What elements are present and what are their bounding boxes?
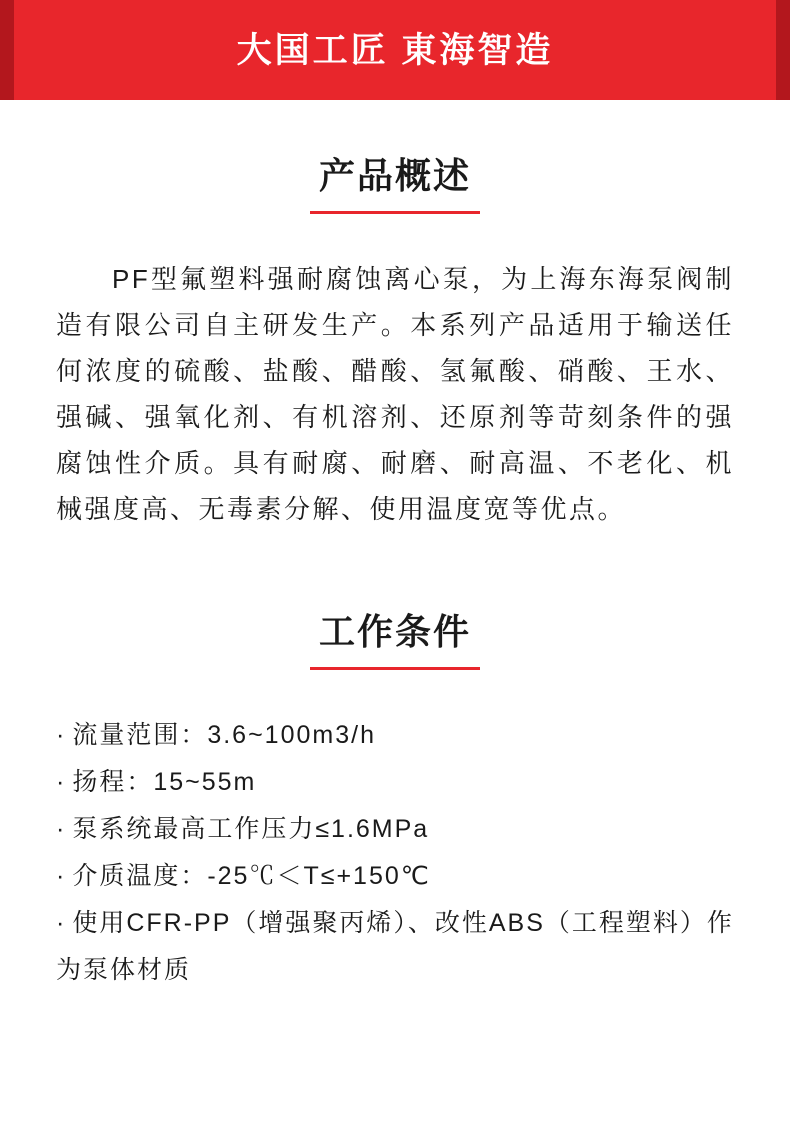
list-item-text: 泵系统最高工作压力≤1.6MPa	[72, 815, 430, 844]
list-item	[56, 853, 734, 900]
working-conditions-list	[56, 712, 734, 994]
banner-stripe-right	[776, 0, 790, 100]
spacer-after-banner	[0, 100, 790, 154]
section-working-conditions	[0, 610, 790, 994]
list-item-text: 介质温度：-25℃＜T≤+150℃	[72, 862, 431, 891]
section-overview-head	[56, 154, 734, 214]
list-item	[56, 806, 734, 853]
list-item	[56, 900, 734, 994]
section-overview-title: 产品概述	[318, 155, 471, 196]
spacer-conditions	[56, 670, 734, 712]
list-item	[56, 712, 734, 759]
list-item	[56, 759, 734, 806]
banner-title: 大国工匠 東海智造	[236, 30, 554, 70]
bullet-icon: ·	[56, 721, 67, 750]
section-product-overview	[0, 154, 790, 532]
bullet-icon: ·	[56, 909, 67, 938]
banner-stripe-left	[0, 0, 14, 100]
spacer-between-sections	[0, 532, 790, 610]
list-item-text: 扬程：15~55m	[72, 768, 257, 797]
list-item-text: 流量范围：3.6~100m3/h	[72, 721, 376, 750]
section-conditions-title: 工作条件	[318, 611, 471, 653]
bullet-icon: ·	[56, 862, 67, 891]
page-banner	[0, 0, 790, 100]
section-conditions-head	[56, 610, 734, 670]
spacer-overview	[56, 214, 734, 256]
overview-paragraph: PF型氟塑料强耐腐蚀离心泵，为上海东海泵阀制造有限公司自主研发生产。本系列产品适用于输送任何浓度的硫酸、盐酸、醋酸、氢氟酸、硝酸、王水、强碱、强氧化剂、有机溶剂、还原剂等苛刻条件的强腐蚀性介质。具有耐腐、耐磨、耐高温、不老化、机械强度高、无毒素分解、使用温度宽等优点。	[56, 264, 734, 525]
bullet-icon: ·	[56, 815, 67, 844]
bullet-icon: ·	[56, 768, 67, 797]
list-item-text: 使用CFR-PP（增强聚丙烯）、改性ABS（工程塑料）作为泵体材质	[56, 909, 734, 985]
